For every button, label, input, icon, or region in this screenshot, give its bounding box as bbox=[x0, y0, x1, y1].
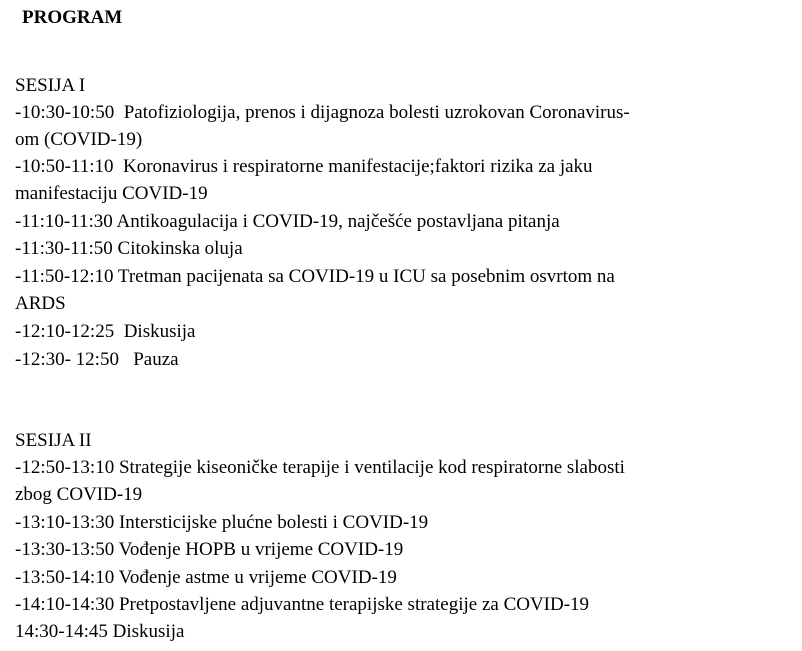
session-2-line: 14:30-14:45 Diskusija bbox=[15, 621, 185, 642]
session-1-line: -10:50-11:10 Koronavirus i respiratorne manifestacije;faktori rizika za jaku bbox=[15, 156, 593, 177]
session-1-line: om (COVID-19) bbox=[15, 129, 143, 150]
session-1-line: -10:30-10:50 Patofiziologija, prenos i dijagnoza bolesti uzrokovan Coronavirus- bbox=[15, 102, 630, 123]
session-2-line: -14:10-14:30 Pretpostavljene adjuvantne terapijske strategije za COVID-19 bbox=[15, 594, 590, 615]
session-2-line: -13:50-14:10 Vođenje astme u vrijeme COVID-19 bbox=[15, 567, 397, 588]
session-1-line: -11:50-12:10 Tretman pacijenata sa COVID-19 u ICU sa posebnim osvrtom na bbox=[15, 266, 615, 287]
session-1-line: -11:10-11:30 Antikoagulacija i COVID-19, najčešće postavljana pitanja bbox=[15, 211, 560, 232]
session-2-line: zbog COVID-19 bbox=[15, 484, 143, 505]
session-1-line: manifestaciju COVID-19 bbox=[15, 183, 208, 204]
session-1-line: -11:30-11:50 Citokinska oluja bbox=[15, 238, 243, 259]
program-title: PROGRAM bbox=[22, 7, 123, 28]
session-1-line: -12:10-12:25 Diskusija bbox=[15, 321, 196, 342]
session-2-line: -13:10-13:30 Intersticijske plućne bolesti i COVID-19 bbox=[15, 512, 429, 533]
session-1-line: ARDS bbox=[15, 293, 66, 314]
session-2-heading: SESIJA II bbox=[15, 430, 92, 451]
session-1-heading: SESIJA I bbox=[15, 75, 86, 96]
session-1-line: -12:30- 12:50 Pauza bbox=[15, 349, 179, 370]
session-2-line: -13:30-13:50 Vođenje HOPB u vrijeme COVID-19 bbox=[15, 539, 404, 560]
session-2-line: -12:50-13:10 Strategije kiseoničke terapije i ventilacije kod respiratorne slabosti bbox=[15, 457, 625, 478]
